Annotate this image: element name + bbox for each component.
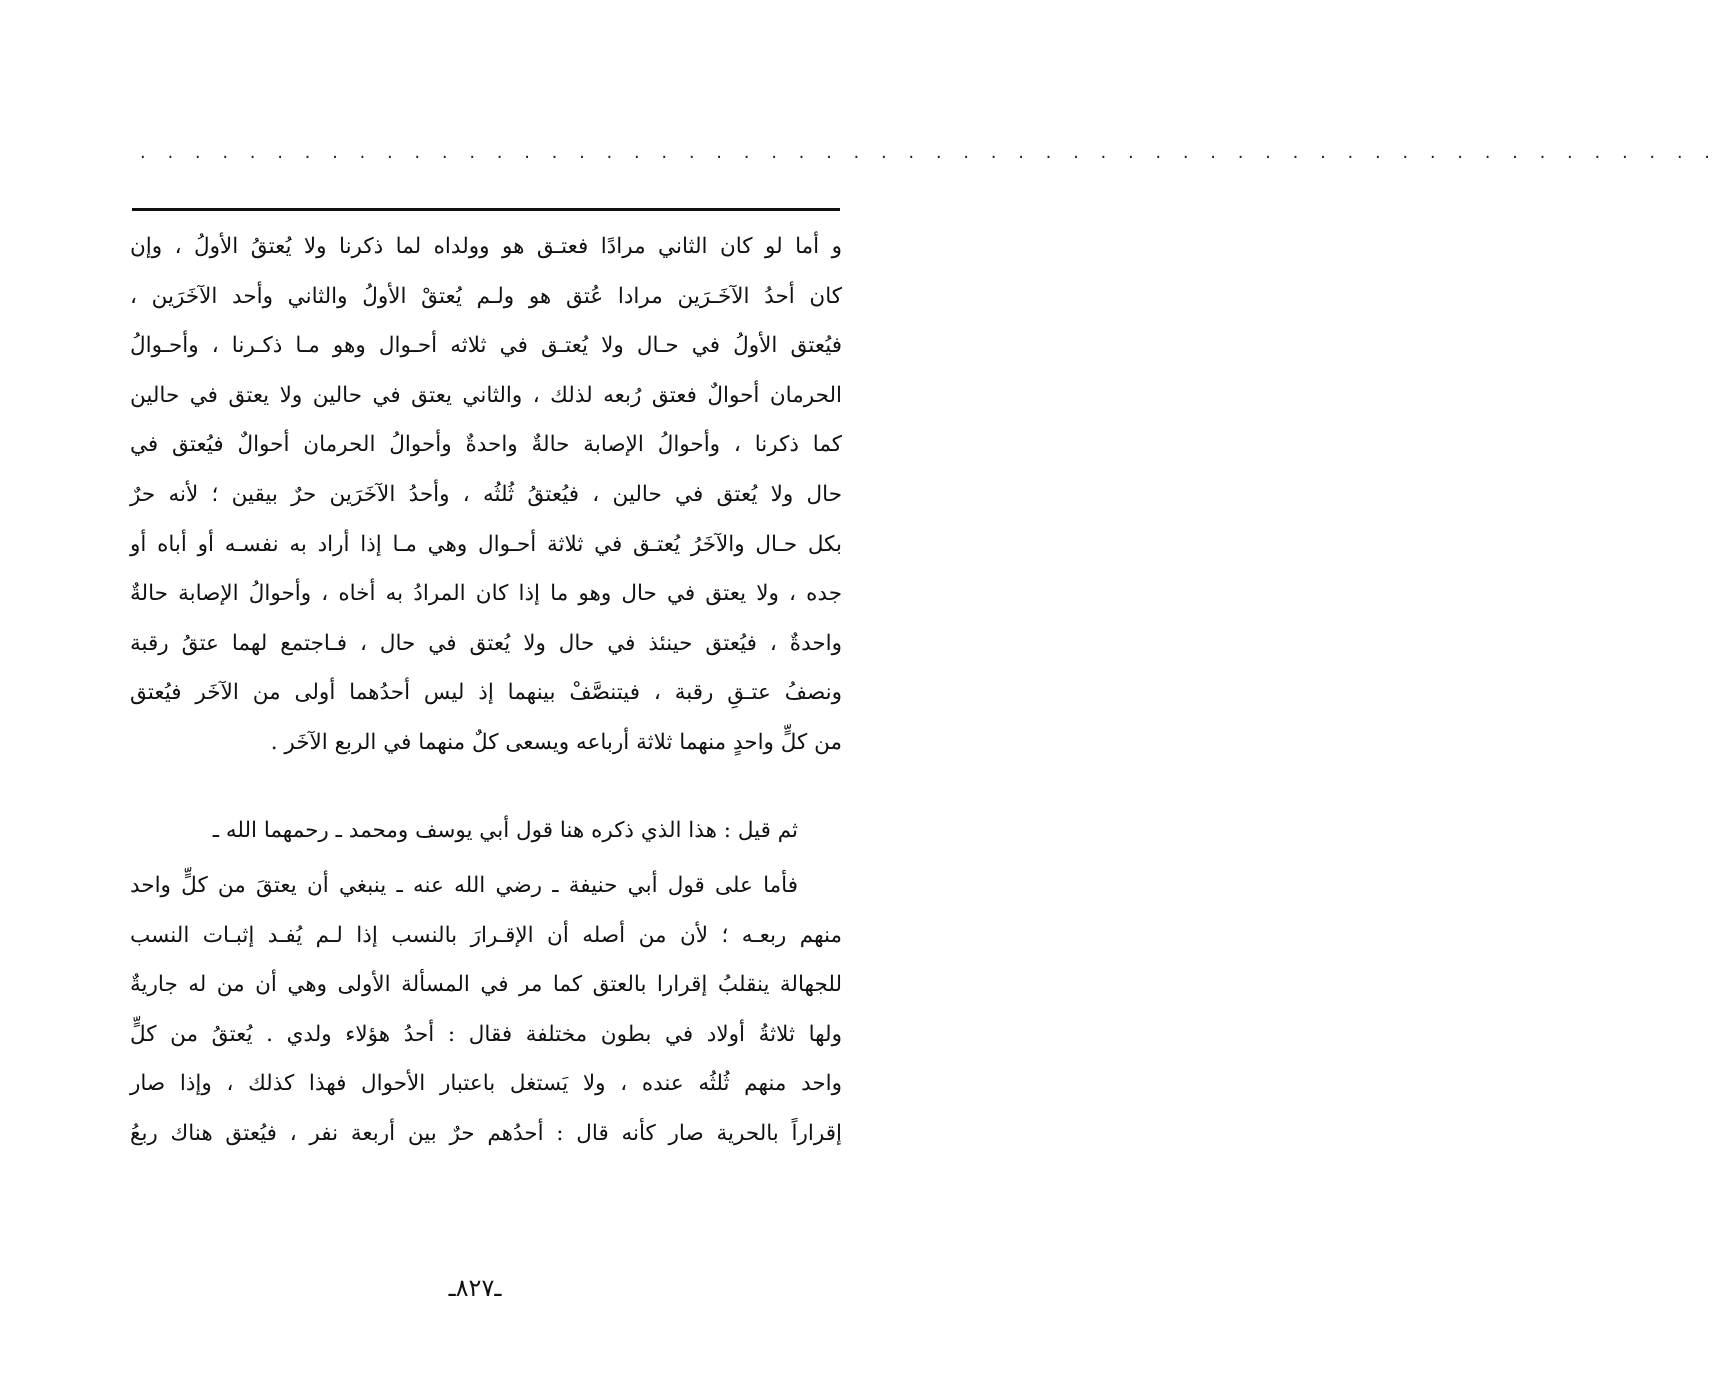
paragraph-1 — [130, 222, 842, 768]
text-line: حال ولا يُعتق في حالين ، فيُعتقُ ثُلثُه ، وأحدُ الآخَرَين حرٌ بيقين ؛ لأنه حرٌ — [130, 481, 842, 507]
header-dotted-line: . . . . . . . . . . . . . . . . . . . . . . . . . . . . . . . . . . . . . . . . . . . . . . . . . . . . . . . . . . — [140, 142, 1718, 163]
text-line: ونصفُ عتـقِ رقبة ، فيتنصَّفْ بينهما إذ ليس أحدُهما أولى من الآخَر فيُعتق — [130, 680, 842, 706]
text-line: للجهالة ينقلبُ إقرارا بالعتق كما مر في المسألة الأولى وهي أن من له جاريةٌ — [130, 972, 842, 998]
text-line: كان أحدُ الآخَـرَين مرادا عُتق هو ولـم يُعتقْ الأولُ والثاني وأحد الآخَرَين ، — [130, 283, 842, 309]
text-line: جده ، ولا يعتق في حال وهو ما إذا كان المرادُ به أخاه ، وأحوالُ الإصابة حالةٌ — [130, 581, 842, 607]
paragraph-3 — [130, 861, 842, 1159]
text-line: من كلٍّ واحدٍ منهما ثلاثة أرباعه ويسعى كلٌ منهما في الربع الآخَر . — [270, 729, 842, 755]
text-line: واحد منهم ثُلثُه عنده ، ولا يَستغل باعتبار الأحوال فهذا كذلك ، وإذا صار — [130, 1071, 842, 1097]
header-rule — [132, 208, 840, 211]
text-line: منهم ربعـه ؛ لأن من أصله أن الإقـرارَ بالنسب إذا لـم يُفـد إثبـات النسب — [130, 922, 842, 948]
paragraph-2 — [130, 806, 842, 856]
text-line: ولها ثلاثةُ أولاد في بطون مختلفة فقال : أحدُ هؤلاء ولدي . يُعتقُ من كلٍّ — [130, 1021, 842, 1047]
text-line: الحرمان أحوالٌ فعتق رُبعه لذلك ، والثاني يعتق في حالين ولا يعتق في حالين — [130, 382, 842, 408]
text-line: فيُعتق الأولُ في حـال ولا يُعتـق في ثلاثه أحـوال وهو مـا ذكـرنا ، وأحـوالُ — [130, 333, 842, 359]
page-number: ـ٨٢٧ـ — [448, 1274, 502, 1302]
text-line: واحدةٌ ، فيُعتق حينئذ في حال ولا يُعتق في حال ، فـاجتمع لهما عتقُ رقبة — [130, 630, 842, 656]
text-line: كما ذكرنا ، وأحوالُ الإصابة حالةٌ واحدةٌ وأحوالُ الحرمان أحوالٌ فيُعتق في — [130, 432, 842, 458]
text-line: ثم قيل : هذا الذي ذكره هنا قول أبي يوسف ومحمد ـ رحمهما الله ـ — [212, 818, 798, 843]
text-line: فأما على قول أبي حنيفة ـ رضي الله عنه ـ ينبغي أن يعتقَ من كلٍّ واحد — [130, 873, 798, 898]
text-line: إقراراً بالحرية صار كأنه قال : أحدُهم حرٌ بين أربعة نفر ، فيُعتق هناك ربعُ — [130, 1120, 842, 1146]
text-line: و أما لو كان الثاني مرادًا فعتـق هو وولداه لما ذكرنا ولا يُعتقُ الأولُ ، وإن — [130, 234, 842, 259]
text-line: بكل حـال والآخَرُ يُعتـق في ثلاثة أحـوال وهي مـا إذا أراد به نفسـه أو أباه أو — [130, 531, 842, 557]
